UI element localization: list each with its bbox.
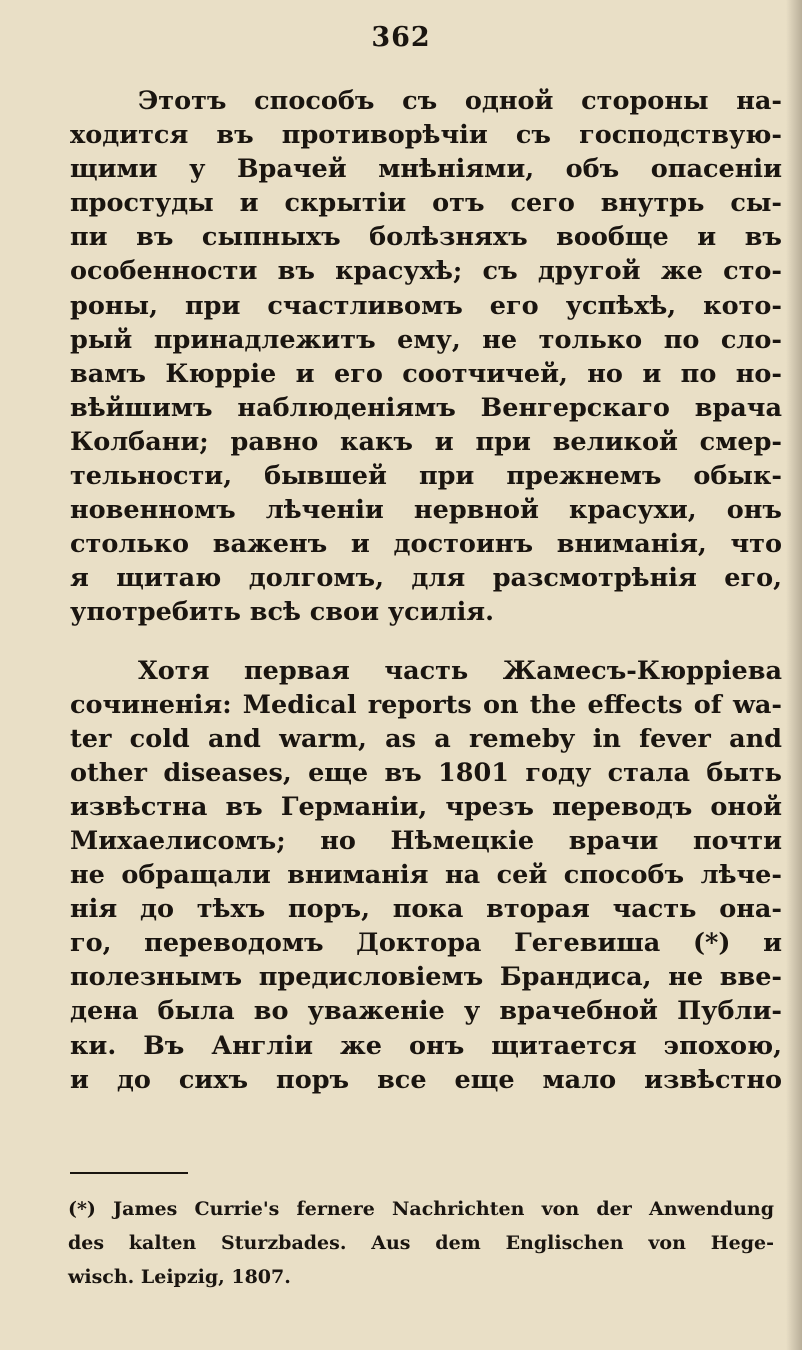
text-line: вамъ Кюрріе и его соотчичей, но и по но- [70, 358, 782, 389]
text-line: other diseases, еще въ 1801 году стала быть [70, 757, 782, 788]
text-line: Хотя первая часть Жамесъ-Кюрріева [138, 655, 782, 686]
text-line: Колбани; равно какъ и при великой смер- [70, 426, 782, 457]
text-line: новенномъ лѣченіи нервной красухи, онъ [70, 495, 782, 526]
text-line: простуды и скрытіи отъ сего внутрь сы- [70, 188, 782, 219]
text-line: тельности, бывшей при прежнемъ обык- [70, 461, 782, 492]
footnote-line: des kalten Sturzbades. Aus dem Englischen von Hege- [68, 1232, 774, 1254]
text-line: сочиненія: Medical reports on the effects of wa- [70, 689, 782, 720]
text-line: Этотъ способъ съ одной стороны на- [138, 86, 782, 116]
text-line: ter cold and warm, as a remeby in fever and [70, 723, 782, 754]
text-line: столько важенъ и достоинъ вниманія, что [70, 529, 782, 560]
text-line: употребить всѣ свои усилія. [70, 597, 494, 628]
footnote-line: (*) James Currie's fernere Nachrichten von der Anwendung [68, 1198, 774, 1220]
text-line: не обращали вниманія на сей способъ лѣче- [70, 860, 782, 891]
text-line: дена была во уваженіе у врачебной Публи- [70, 996, 782, 1027]
text-line: и до сихъ поръ все еще мало извѣстно [70, 1064, 782, 1095]
text-line: извѣстна въ Германіи, чрезъ переводъ оной [70, 791, 782, 822]
text-line: роны, при счастливомъ его успѣхѣ, кото- [70, 290, 782, 321]
footnote-divider [70, 1172, 188, 1174]
text-line: Михаелисомъ; но Нѣмецкіе врачи почти [70, 825, 782, 856]
text-line: я щитаю долгомъ, для разсмотрѣнія его, [70, 563, 782, 594]
paragraph-1 [70, 84, 782, 630]
text-line: ки. Въ Англіи же онъ щитается эпохою, [70, 1030, 782, 1061]
paragraph-gap [70, 630, 782, 654]
text-line: вѣйшимъ наблюденіямъ Венгерскаго врача [70, 392, 782, 423]
text-line: щими у Врачей мнѣніями, объ опасеніи [70, 154, 782, 185]
text-line: полезнымъ предисловіемъ Брандиса, не вве- [70, 962, 782, 993]
text-line: го, переводомъ Доктора Гегевиша (*) и [70, 928, 782, 959]
body-text [70, 84, 782, 1097]
text-line: ходится въ противорѣчіи съ господствую- [70, 120, 782, 151]
text-line: особенности въ красухѣ; съ другой же сто- [70, 256, 782, 287]
paragraph-2 [70, 654, 782, 1097]
text-line: рый принадлежитъ ему, не только по сло- [70, 324, 782, 355]
page-edge-shadow [786, 0, 802, 1350]
text-line: нія до тѣхъ поръ, пока вторая часть она- [70, 894, 782, 925]
text-line: пи въ сыпныхъ болѣзняхъ вообще и въ [70, 222, 782, 253]
footnote [68, 1192, 774, 1294]
footnote-line: wisch. Leipzig, 1807. [68, 1266, 291, 1288]
page-number: 362 [371, 22, 431, 53]
